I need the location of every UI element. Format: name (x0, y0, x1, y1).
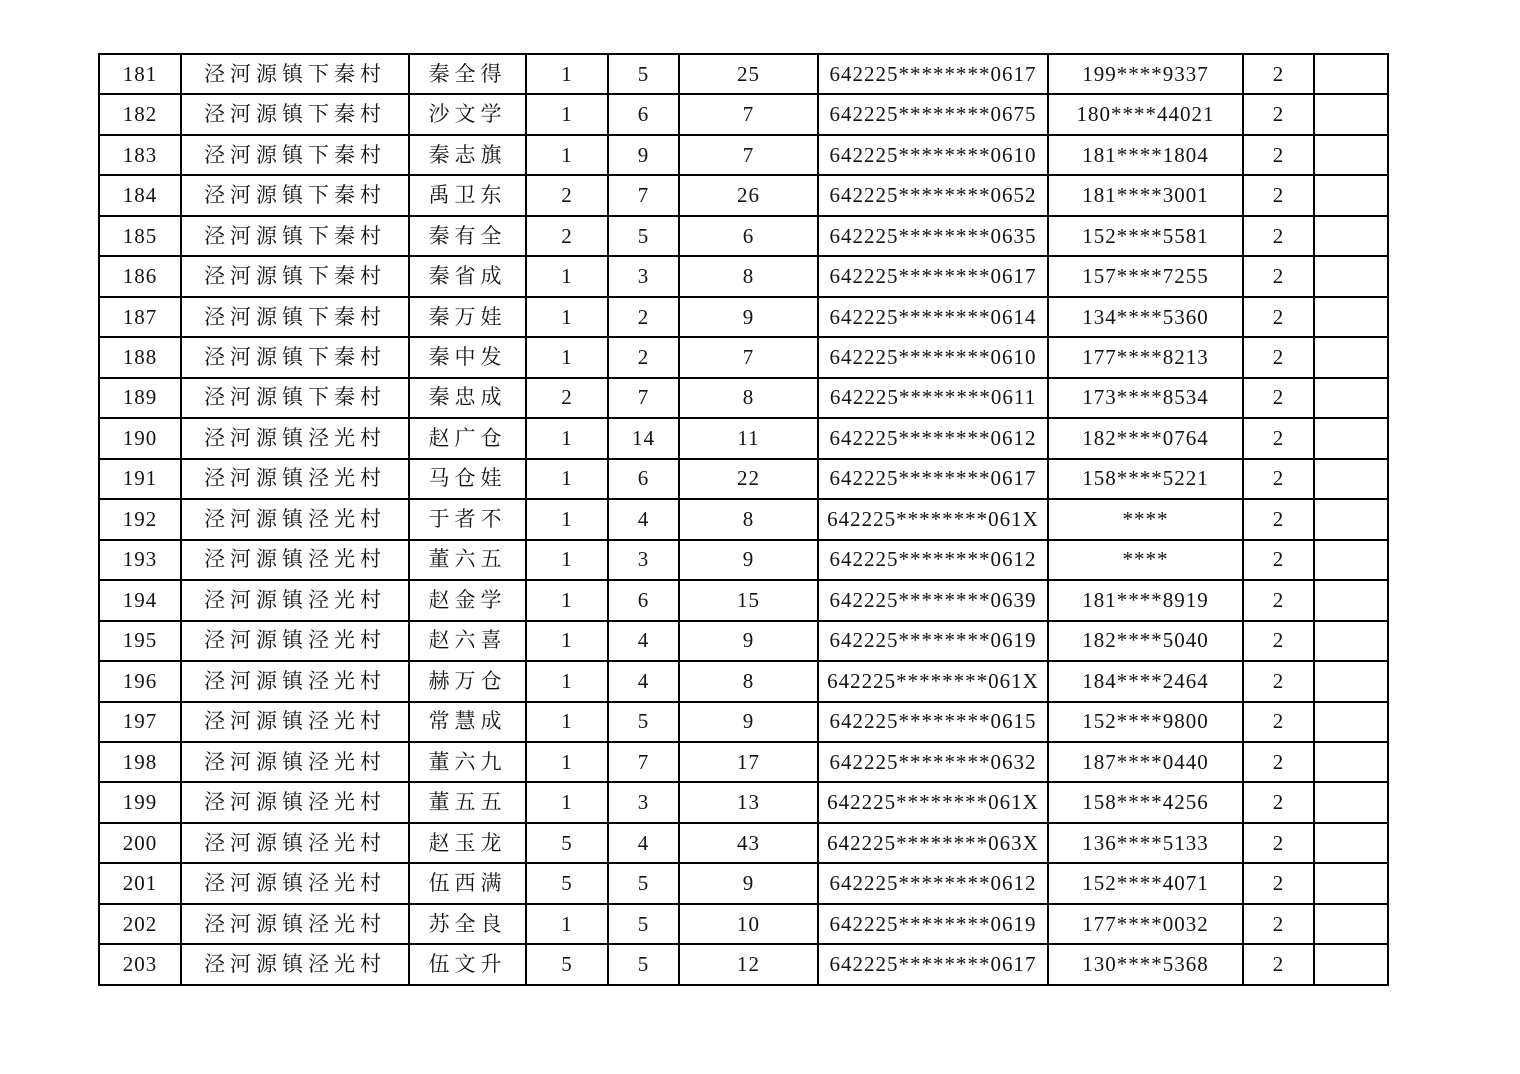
cell-empty (1314, 702, 1388, 742)
cell-value-1: 1 (526, 459, 608, 499)
cell-value-2: 3 (608, 256, 679, 296)
table-row (99, 216, 1388, 256)
cell-flag: 2 (1243, 863, 1314, 903)
cell-phone: 130****5368 (1048, 944, 1243, 985)
cell-value-2: 5 (608, 863, 679, 903)
cell-person-name: 常慧成 (409, 702, 526, 742)
cell-village: 泾河源镇下秦村 (181, 135, 409, 175)
cell-seq: 190 (99, 418, 181, 458)
cell-value-2: 4 (608, 499, 679, 539)
cell-value-3: 9 (679, 297, 818, 337)
cell-seq: 191 (99, 459, 181, 499)
cell-value-2: 5 (608, 904, 679, 944)
cell-value-3: 25 (679, 54, 818, 94)
cell-id-number: 642225********0619 (818, 621, 1048, 661)
cell-flag: 2 (1243, 580, 1314, 620)
cell-seq: 188 (99, 337, 181, 377)
cell-id-number: 642225********0610 (818, 135, 1048, 175)
cell-flag: 2 (1243, 459, 1314, 499)
cell-seq: 203 (99, 944, 181, 985)
cell-flag: 2 (1243, 94, 1314, 134)
cell-id-number: 642225********0612 (818, 418, 1048, 458)
cell-value-3: 8 (679, 499, 818, 539)
cell-id-number: 642225********0612 (818, 863, 1048, 903)
cell-seq: 184 (99, 175, 181, 215)
cell-id-number: 642225********063X (818, 823, 1048, 863)
cell-value-2: 2 (608, 297, 679, 337)
table-row (99, 297, 1388, 337)
cell-flag: 2 (1243, 661, 1314, 701)
cell-person-name: 沙文学 (409, 94, 526, 134)
cell-id-number: 642225********0619 (818, 904, 1048, 944)
cell-value-1: 1 (526, 904, 608, 944)
cell-value-1: 5 (526, 944, 608, 985)
cell-phone: 181****8919 (1048, 580, 1243, 620)
cell-flag: 2 (1243, 540, 1314, 580)
cell-value-2: 6 (608, 94, 679, 134)
cell-village: 泾河源镇泾光村 (181, 580, 409, 620)
table-row (99, 702, 1388, 742)
cell-empty (1314, 378, 1388, 418)
cell-id-number: 642225********0611 (818, 378, 1048, 418)
cell-phone: 199****9337 (1048, 54, 1243, 94)
cell-flag: 2 (1243, 378, 1314, 418)
cell-phone: 158****4256 (1048, 782, 1243, 822)
cell-value-3: 7 (679, 94, 818, 134)
cell-value-3: 22 (679, 459, 818, 499)
cell-person-name: 秦省成 (409, 256, 526, 296)
cell-village: 泾河源镇下秦村 (181, 297, 409, 337)
cell-seq: 198 (99, 742, 181, 782)
cell-value-1: 5 (526, 863, 608, 903)
cell-phone: 152****9800 (1048, 702, 1243, 742)
cell-seq: 183 (99, 135, 181, 175)
table-row (99, 459, 1388, 499)
table-row (99, 863, 1388, 903)
cell-village: 泾河源镇下秦村 (181, 216, 409, 256)
table-row (99, 823, 1388, 863)
cell-village: 泾河源镇下秦村 (181, 256, 409, 296)
table-row (99, 904, 1388, 944)
cell-phone: 181****3001 (1048, 175, 1243, 215)
roster-table-body (99, 54, 1388, 985)
cell-id-number: 642225********0615 (818, 702, 1048, 742)
cell-seq: 181 (99, 54, 181, 94)
cell-person-name: 秦有全 (409, 216, 526, 256)
cell-value-2: 6 (608, 580, 679, 620)
cell-value-1: 1 (526, 256, 608, 296)
roster-table (98, 53, 1389, 986)
cell-village: 泾河源镇泾光村 (181, 782, 409, 822)
cell-value-2: 4 (608, 661, 679, 701)
cell-person-name: 赵广仓 (409, 418, 526, 458)
cell-id-number: 642225********0675 (818, 94, 1048, 134)
cell-phone: 152****5581 (1048, 216, 1243, 256)
cell-seq: 196 (99, 661, 181, 701)
cell-seq: 189 (99, 378, 181, 418)
cell-value-3: 12 (679, 944, 818, 985)
cell-empty (1314, 216, 1388, 256)
cell-value-1: 1 (526, 135, 608, 175)
cell-person-name: 赵六喜 (409, 621, 526, 661)
cell-person-name: 于者不 (409, 499, 526, 539)
cell-value-1: 1 (526, 621, 608, 661)
cell-value-3: 15 (679, 580, 818, 620)
cell-flag: 2 (1243, 944, 1314, 985)
cell-person-name: 董六九 (409, 742, 526, 782)
cell-empty (1314, 54, 1388, 94)
cell-value-3: 7 (679, 337, 818, 377)
cell-person-name: 董五五 (409, 782, 526, 822)
cell-value-2: 3 (608, 782, 679, 822)
cell-value-1: 1 (526, 702, 608, 742)
cell-seq: 185 (99, 216, 181, 256)
cell-value-2: 5 (608, 702, 679, 742)
cell-value-1: 1 (526, 782, 608, 822)
cell-village: 泾河源镇泾光村 (181, 499, 409, 539)
cell-value-1: 1 (526, 54, 608, 94)
cell-empty (1314, 904, 1388, 944)
cell-value-2: 14 (608, 418, 679, 458)
cell-flag: 2 (1243, 742, 1314, 782)
cell-value-3: 8 (679, 378, 818, 418)
cell-empty (1314, 621, 1388, 661)
cell-person-name: 赵金学 (409, 580, 526, 620)
cell-village: 泾河源镇泾光村 (181, 540, 409, 580)
cell-value-1: 1 (526, 499, 608, 539)
cell-flag: 2 (1243, 904, 1314, 944)
cell-seq: 193 (99, 540, 181, 580)
cell-value-1: 1 (526, 661, 608, 701)
cell-value-2: 9 (608, 135, 679, 175)
cell-value-2: 6 (608, 459, 679, 499)
table-row (99, 378, 1388, 418)
cell-id-number: 642225********0610 (818, 337, 1048, 377)
cell-value-1: 1 (526, 418, 608, 458)
cell-person-name: 马仓娃 (409, 459, 526, 499)
cell-phone: 180****44021 (1048, 94, 1243, 134)
cell-phone: 182****0764 (1048, 418, 1243, 458)
cell-value-2: 7 (608, 175, 679, 215)
cell-value-3: 9 (679, 621, 818, 661)
cell-village: 泾河源镇泾光村 (181, 661, 409, 701)
cell-empty (1314, 418, 1388, 458)
cell-value-2: 5 (608, 216, 679, 256)
cell-value-3: 8 (679, 661, 818, 701)
cell-village: 泾河源镇下秦村 (181, 378, 409, 418)
cell-village: 泾河源镇泾光村 (181, 702, 409, 742)
cell-id-number: 642225********0617 (818, 459, 1048, 499)
cell-value-1: 1 (526, 337, 608, 377)
cell-value-3: 9 (679, 702, 818, 742)
cell-value-2: 5 (608, 54, 679, 94)
cell-village: 泾河源镇泾光村 (181, 742, 409, 782)
cell-id-number: 642225********061X (818, 782, 1048, 822)
cell-empty (1314, 94, 1388, 134)
cell-person-name: 秦忠成 (409, 378, 526, 418)
cell-value-2: 4 (608, 823, 679, 863)
cell-seq: 200 (99, 823, 181, 863)
cell-person-name: 秦中发 (409, 337, 526, 377)
cell-empty (1314, 580, 1388, 620)
cell-village: 泾河源镇泾光村 (181, 863, 409, 903)
table-row (99, 175, 1388, 215)
cell-value-3: 9 (679, 863, 818, 903)
cell-flag: 2 (1243, 782, 1314, 822)
cell-person-name: 伍西满 (409, 863, 526, 903)
cell-person-name: 禹卫东 (409, 175, 526, 215)
cell-empty (1314, 337, 1388, 377)
cell-empty (1314, 742, 1388, 782)
table-row (99, 661, 1388, 701)
cell-phone: 158****5221 (1048, 459, 1243, 499)
cell-id-number: 642225********0612 (818, 540, 1048, 580)
cell-value-2: 7 (608, 378, 679, 418)
cell-value-2: 4 (608, 621, 679, 661)
cell-village: 泾河源镇泾光村 (181, 944, 409, 985)
cell-phone: 136****5133 (1048, 823, 1243, 863)
cell-person-name: 秦全得 (409, 54, 526, 94)
cell-id-number: 642225********0617 (818, 256, 1048, 296)
cell-phone: 173****8534 (1048, 378, 1243, 418)
cell-value-2: 2 (608, 337, 679, 377)
cell-phone: 157****7255 (1048, 256, 1243, 296)
cell-value-3: 17 (679, 742, 818, 782)
table-row (99, 621, 1388, 661)
cell-value-1: 2 (526, 216, 608, 256)
cell-village: 泾河源镇下秦村 (181, 94, 409, 134)
cell-phone: 184****2464 (1048, 661, 1243, 701)
cell-empty (1314, 499, 1388, 539)
cell-value-1: 2 (526, 378, 608, 418)
table-row (99, 54, 1388, 94)
cell-value-3: 8 (679, 256, 818, 296)
cell-phone: **** (1048, 540, 1243, 580)
cell-flag: 2 (1243, 418, 1314, 458)
table-row (99, 135, 1388, 175)
cell-id-number: 642225********061X (818, 661, 1048, 701)
cell-seq: 197 (99, 702, 181, 742)
cell-person-name: 秦志旗 (409, 135, 526, 175)
cell-phone: 187****0440 (1048, 742, 1243, 782)
cell-person-name: 伍文升 (409, 944, 526, 985)
cell-seq: 199 (99, 782, 181, 822)
cell-seq: 195 (99, 621, 181, 661)
cell-village: 泾河源镇泾光村 (181, 904, 409, 944)
cell-id-number: 642225********0632 (818, 742, 1048, 782)
cell-person-name: 赵玉龙 (409, 823, 526, 863)
cell-value-1: 1 (526, 297, 608, 337)
cell-village: 泾河源镇泾光村 (181, 459, 409, 499)
cell-seq: 202 (99, 904, 181, 944)
cell-empty (1314, 782, 1388, 822)
cell-value-2: 3 (608, 540, 679, 580)
cell-flag: 2 (1243, 135, 1314, 175)
table-row (99, 580, 1388, 620)
cell-value-3: 6 (679, 216, 818, 256)
cell-value-1: 1 (526, 742, 608, 782)
table-row (99, 94, 1388, 134)
cell-value-1: 1 (526, 580, 608, 620)
cell-empty (1314, 823, 1388, 863)
cell-phone: 152****4071 (1048, 863, 1243, 903)
cell-value-2: 5 (608, 944, 679, 985)
cell-id-number: 642225********0614 (818, 297, 1048, 337)
cell-person-name: 秦万娃 (409, 297, 526, 337)
cell-empty (1314, 863, 1388, 903)
cell-village: 泾河源镇下秦村 (181, 175, 409, 215)
cell-village: 泾河源镇泾光村 (181, 621, 409, 661)
cell-id-number: 642225********0639 (818, 580, 1048, 620)
cell-id-number: 642225********0635 (818, 216, 1048, 256)
cell-value-3: 26 (679, 175, 818, 215)
cell-value-3: 7 (679, 135, 818, 175)
cell-value-1: 5 (526, 823, 608, 863)
cell-value-3: 9 (679, 540, 818, 580)
cell-village: 泾河源镇泾光村 (181, 823, 409, 863)
table-row (99, 782, 1388, 822)
table-row (99, 540, 1388, 580)
cell-id-number: 642225********0652 (818, 175, 1048, 215)
cell-seq: 187 (99, 297, 181, 337)
table-row (99, 742, 1388, 782)
cell-seq: 192 (99, 499, 181, 539)
cell-empty (1314, 459, 1388, 499)
cell-flag: 2 (1243, 256, 1314, 296)
cell-empty (1314, 175, 1388, 215)
cell-phone: 182****5040 (1048, 621, 1243, 661)
cell-phone: 134****5360 (1048, 297, 1243, 337)
cell-empty (1314, 661, 1388, 701)
cell-value-1: 1 (526, 540, 608, 580)
cell-flag: 2 (1243, 54, 1314, 94)
table-row (99, 256, 1388, 296)
cell-flag: 2 (1243, 621, 1314, 661)
cell-id-number: 642225********0617 (818, 944, 1048, 985)
cell-phone: 177****8213 (1048, 337, 1243, 377)
table-row (99, 499, 1388, 539)
cell-value-1: 2 (526, 175, 608, 215)
cell-empty (1314, 540, 1388, 580)
cell-value-3: 11 (679, 418, 818, 458)
table-row (99, 944, 1388, 985)
cell-flag: 2 (1243, 702, 1314, 742)
cell-flag: 2 (1243, 216, 1314, 256)
cell-empty (1314, 297, 1388, 337)
cell-flag: 2 (1243, 499, 1314, 539)
cell-seq: 201 (99, 863, 181, 903)
cell-village: 泾河源镇下秦村 (181, 54, 409, 94)
cell-value-2: 7 (608, 742, 679, 782)
cell-empty (1314, 135, 1388, 175)
cell-phone: 177****0032 (1048, 904, 1243, 944)
cell-empty (1314, 944, 1388, 985)
cell-flag: 2 (1243, 823, 1314, 863)
cell-value-3: 10 (679, 904, 818, 944)
cell-value-3: 13 (679, 782, 818, 822)
cell-seq: 186 (99, 256, 181, 296)
table-row (99, 418, 1388, 458)
cell-empty (1314, 256, 1388, 296)
cell-id-number: 642225********061X (818, 499, 1048, 539)
cell-phone: **** (1048, 499, 1243, 539)
cell-value-1: 1 (526, 94, 608, 134)
cell-seq: 194 (99, 580, 181, 620)
cell-person-name: 董六五 (409, 540, 526, 580)
cell-village: 泾河源镇泾光村 (181, 418, 409, 458)
cell-phone: 181****1804 (1048, 135, 1243, 175)
table-row (99, 337, 1388, 377)
cell-person-name: 苏全良 (409, 904, 526, 944)
cell-village: 泾河源镇下秦村 (181, 337, 409, 377)
cell-value-3: 43 (679, 823, 818, 863)
cell-id-number: 642225********0617 (818, 54, 1048, 94)
cell-seq: 182 (99, 94, 181, 134)
cell-flag: 2 (1243, 297, 1314, 337)
cell-flag: 2 (1243, 337, 1314, 377)
cell-flag: 2 (1243, 175, 1314, 215)
cell-person-name: 赫万仓 (409, 661, 526, 701)
